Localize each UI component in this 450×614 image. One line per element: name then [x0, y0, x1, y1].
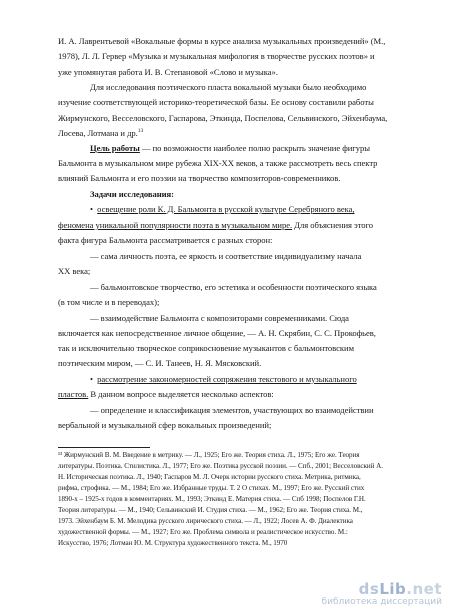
paragraph-line: факта фигура Бальмонта рассматривается с разных сторон: [58, 235, 273, 245]
goal-text: — по возможности наиболее полно раскрыть значение фигуры [139, 143, 370, 153]
task-text: феномена уникальной популярности поэта в музыкальном мире. [58, 220, 293, 230]
paragraph-line: включается как непосредственное личное общение, — А. Н. Скрябин, С. С. Прокофьев, [58, 328, 376, 338]
paragraph-line: уже упомянутая работа И. В. Степановой «Слово и музыка». [58, 67, 278, 77]
footnote-line: Теория литературы. — М., 1940; Сельвинский И. Студия стиха. — М., 1962; Его же. Теория стиха. М., [58, 506, 363, 514]
watermark-logo: dsLib.net [358, 580, 442, 598]
footnote-divider [58, 447, 150, 448]
paragraph-line: Жирмунского, Весселовского, Гаспарова, Эткинда, Поспелова, Сельвинского, Эйхенбаума, [58, 113, 388, 123]
paragraph-line: XX века; [58, 266, 91, 276]
list-item: — сама личность поэта, ее яркость и соответствие индивидуализму начала [90, 251, 362, 261]
footnote-line: художественной формы. — М., 1927; Его же. Проблема символа и реалистическое искусство. М.: [58, 528, 348, 536]
paragraph-line: изучение соответствующей историко-теоретической базы. Ее основу составили работы [58, 97, 374, 107]
paragraph-line: И. А. Лаврентьевой «Вокальные формы в курсе анализа музыкальных произведений» (М., [58, 36, 386, 46]
list-item: — определение и классификация элементов, участвующих во взаимодействии [90, 405, 374, 415]
paragraph-line: вербальной и музыкальной сфер вокальных произведений; [58, 420, 272, 430]
footnote-line: рифма, строфика. — М., 1984; Его же. Избранные труды. Т. 2 О стихах. М., 1997; Его же. Русский стих [58, 484, 365, 492]
paragraph-line: (в том числе и в переводах); [58, 297, 160, 307]
task-item [90, 204, 416, 215]
list-item: — взаимодействие Бальмонта с композиторами современниками. Сюда [90, 313, 349, 323]
tasks-heading: Задачи исследования: [90, 189, 174, 199]
bullet: • [90, 204, 93, 214]
paragraph-line: поэтическим миром, — С. И. Танеев, Н. Я. Мясковский. [58, 358, 262, 368]
list-item: — бальмонтовское творчество, его эстетика и особенности поэтического языка [90, 282, 377, 292]
paragraph-line [58, 128, 416, 139]
watermark [322, 581, 442, 608]
task-text: пластов. [58, 389, 89, 399]
footnote-ref: 13 [137, 128, 144, 135]
bullet: • [90, 374, 93, 384]
paragraph-line: Бальмонта в музыкальном мире рубежа XIX-XX веков, а также рассмотреть весь спектр [58, 158, 378, 168]
goal-line [90, 143, 416, 154]
footnote-line: 1890-х – 1925-х годов в комментариях. М., 1993; Эткинд Е. Материя стиха. — Спб 1998; Поспелов Г.Н. [58, 495, 366, 503]
paragraph-text: В данном вопросе выделяется несколько аспектов: [88, 389, 274, 399]
task-text: рассмотрение закономерностей сопряжения текстового и музыкального [97, 374, 357, 384]
task-item [90, 374, 416, 385]
paragraph-text: Для объяснения этого [292, 220, 374, 230]
footnote-line: литературы. Поэтика. Стилистика. Л., 1977; Его же. Поэтика русской поэзии. — Спб., 2001; Весселовский А. [58, 462, 383, 470]
footnote-line: Искусство, 1976; Лотман Ю. М. Структура художественного текста. М., 1970 [58, 539, 288, 547]
paragraph-line: влияний Бальмонта и его поэзии на творчество композиторов-современников. [58, 173, 341, 183]
footnote-line: Н. Историческая поэтика. Л., 1940; Гаспаров М. Л. Очерк истории русского стиха. Метрика, ритмика, [58, 473, 361, 481]
task-text: освещение роли К. Д. Бальмонта в русской культуре Серебряного века, [97, 204, 355, 214]
paragraph-line: так и исключительно творческое соприкосновение музыкантов с бальмонтовским [58, 343, 354, 353]
paragraph-line [58, 220, 416, 231]
footnote-line: ¹³ Жирмунский В. М. Введение в метрику. — Л., 1925; Его же. Теория стиха. Л., 1975; Его же. Теория [58, 451, 360, 459]
watermark-subtitle: библиотека диссертаций [321, 597, 442, 607]
paragraph-line: 1978), Л. Л. Гервер «Музыка и музыкальная мифология в творчестве русских поэтов» и [58, 51, 375, 61]
paragraph-line [58, 389, 416, 400]
paragraph-line: Для исследования поэтического пласта вокальной музыки было необходимо [90, 82, 367, 92]
paragraph-text: Лосева, Лотмана и др. [58, 128, 138, 138]
goal-heading: Цель работы [90, 143, 140, 153]
footnote-line: 1973. Эйхенбаум Б. М. Мелодика русского лирического стиха. — Л., 1922; Лосев А. Ф. Диалектика [58, 517, 353, 525]
